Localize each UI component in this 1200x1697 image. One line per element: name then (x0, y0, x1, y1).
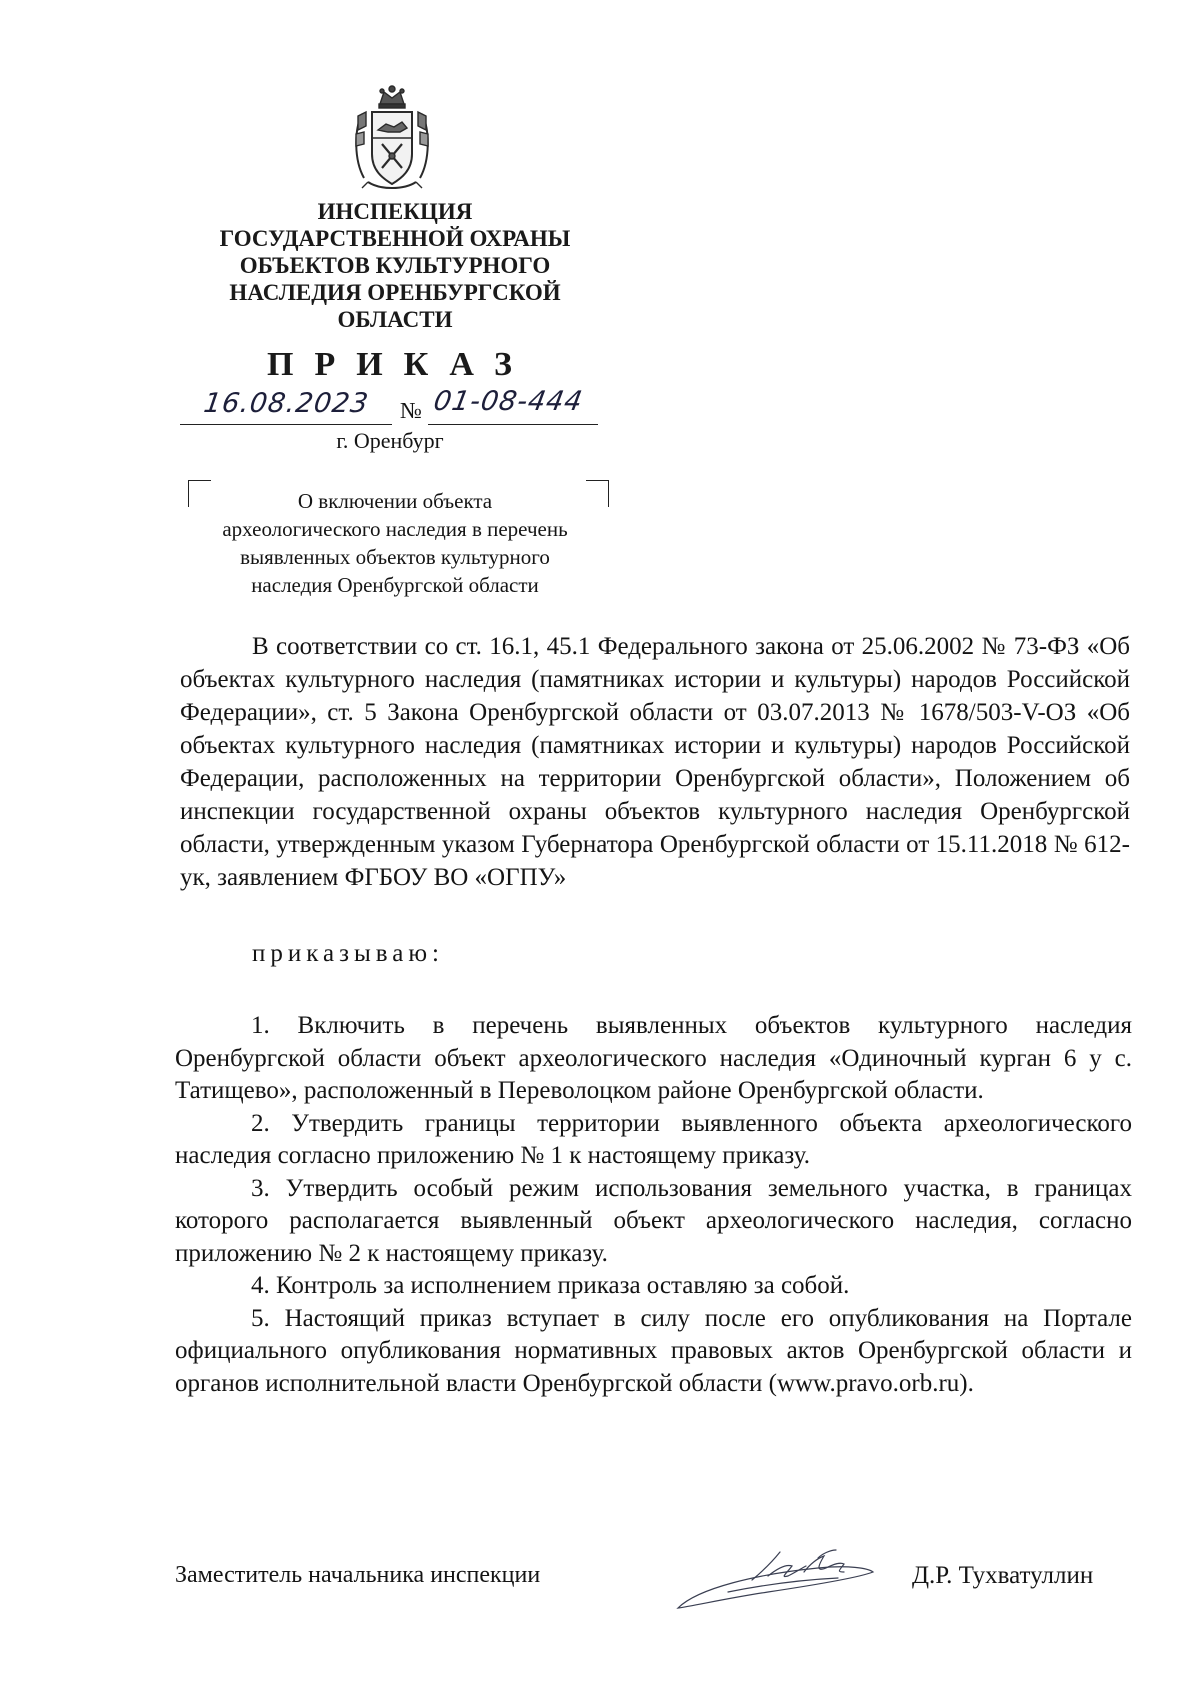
order-point-4: 4. Контроль за исполнением приказа оставляю за собой. (251, 1272, 850, 1299)
order-date-field (180, 390, 392, 425)
signatory-position: Заместитель начальника инспекции (175, 1562, 541, 1588)
org-line: ОБЪЕКТОВ КУЛЬТУРНОГО (239, 253, 551, 278)
signatory-name: Д.Р. Тухватуллин (912, 1562, 1094, 1589)
preamble-paragraph: В соответствии со ст. 16.1, 45.1 Федерального закона от 25.06.2002 № 73-ФЗ «Об объектах культурного наследия (памятниках истории и культуры) народов Российской Федерации», ст. 5 Закона Оренбургской области от 03.07.2013 № 1678/503-V-ОЗ «Об объектах культурного наследия (памятниках истории и культуры) народов Российской Федерации, расположенных на территории Оренбургской области», Положением об инспекции государственной охраны объектов культурного наследия Оренбургской области, утвержденным указом Губернатора Оренбургской области от 15.11.2018 № 612-ук, заявлением ФГБОУ ВО «ОГПУ» (180, 633, 1130, 891)
order-point-1: 1. Включить в перечень выявленных объектов культурного наследия Оренбургской области объект археологического наследия «Одиночный курган 6 у с. Татищево», расположенный в Переволоцком районе Оренбургской области. (175, 1012, 1132, 1104)
order-point-2: 2. Утвердить границы территории выявленного объекта археологического наследия согласно приложению № 1 к настоящему приказу. (175, 1109, 1132, 1169)
order-date: 16.08.2023 (201, 388, 371, 419)
subject-line: выявленных объектов культурного (240, 545, 550, 569)
order-number-field (428, 386, 598, 425)
order-points (175, 1010, 1132, 1400)
subject-line: О включении объекта (297, 489, 493, 513)
order-subject (185, 487, 605, 599)
organization-name (180, 198, 610, 333)
number-sign: № (400, 398, 422, 423)
subject-line: археологического наследия в перечень (222, 517, 568, 541)
order-word: приказываю: (252, 940, 444, 967)
org-line: НАСЛЕДИЯ ОРЕНБУРГСКОЙ (229, 280, 561, 305)
coat-of-arms-icon (344, 82, 440, 194)
city: г. Оренбург (336, 428, 444, 453)
document-type-title: ПРИКАЗ (267, 346, 533, 383)
org-line: ОБЛАСТИ (337, 307, 453, 332)
order-number: 01-08-444 (431, 386, 586, 417)
handwritten-signature (668, 1528, 908, 1618)
org-line: ГОСУДАРСТВЕННОЙ ОХРАНЫ (219, 226, 571, 251)
org-line: ИНСПЕКЦИЯ (317, 199, 473, 224)
subject-line: наследия Оренбургской области (251, 573, 539, 597)
order-point-5: 5. Настоящий приказ вступает в силу после его опубликования на Портале официального опубликования нормативных правовых актов Оренбургской области и органов исполнительной власти Оренбургской области (www.pravo.orb.ru). (175, 1304, 1132, 1397)
order-point-3: 3. Утвердить особый режим использования земельного участка, в границах которого располагается выявленный объект археологического наследия, согласно приложению № 2 к настоящему приказу. (175, 1174, 1132, 1267)
